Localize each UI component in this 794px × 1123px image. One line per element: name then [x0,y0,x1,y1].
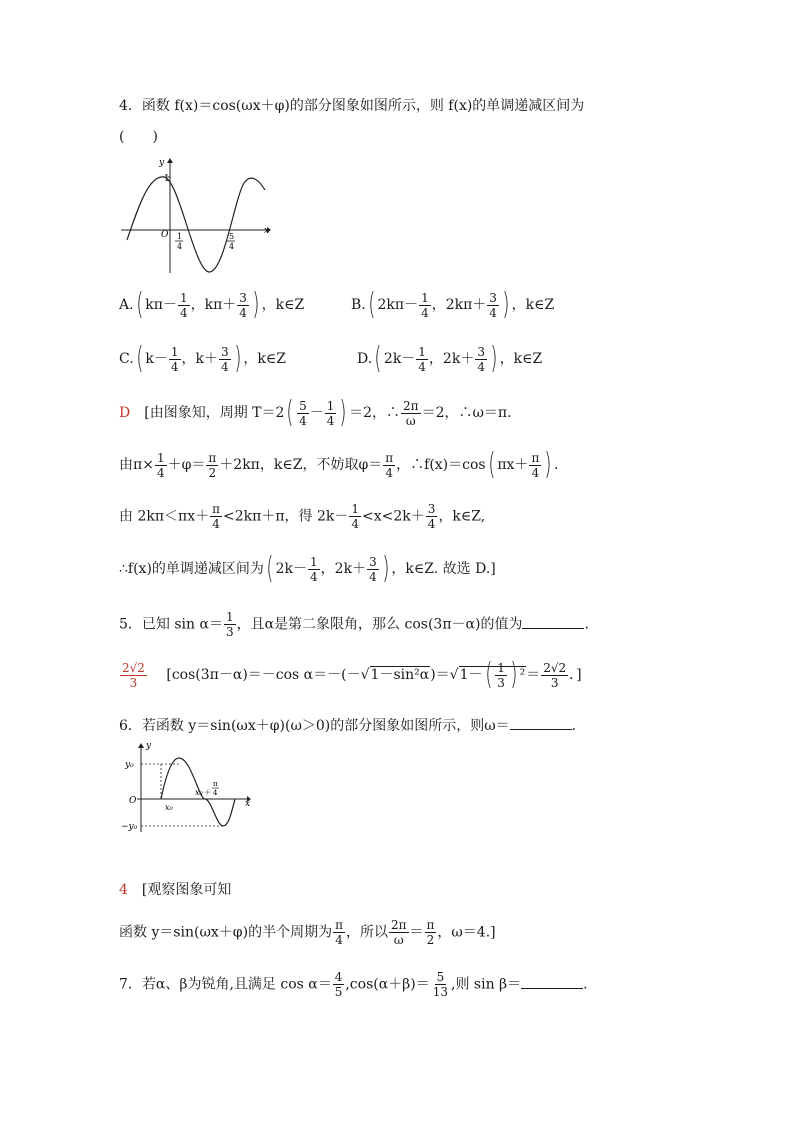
q7-stem: 7．若α、β为锐角,且满足 cos α＝ $\frac{4}{5}$ ,cos(α＋β)＝ $\frac{5}{13}$ ,则 sin β＝ . [119,970,588,999]
q6-graph-x0: x₀ [165,803,173,812]
q6-solution-line2: 函数 y＝sin(ωx＋φ)的半个周期为 $\frac{\pi}{4}$ ，所以 $\frac{2\pi}{\omega}$ ＝ $\frac{\pi}{2}$ ，ω＝4.] [119,918,496,947]
q4-solution-line3: 由 2kπ＜πx＋ $\frac{\pi}{4}$ <2kπ＋π，得 2k－ $\frac{1}{4}$ <x<2k＋ $\frac{3}{4}$ ，k∈Z, [119,502,486,531]
q5-stem: 5．已知 sin α＝ $\frac{1}{3}$ ，且α是第二象限角，那么 cos(3π－α)的值为 . [119,610,589,639]
q4-graph-y-tick: 1 [164,174,170,184]
q6-graph-pi: π [213,780,218,788]
q4-graph-x-tick2-num: 5 [229,232,235,241]
q4-graph-x-tick1-num: 1 [177,232,183,241]
q6-solution-line1: 4 [观察图象可知 [119,882,232,898]
q6-graph-x-label: x [245,799,251,809]
q6-graph-y0: y₀ [125,760,134,770]
q4-graph-x-tick2-den: 4 [229,242,235,251]
q6-answer-blank [510,715,572,730]
q4-option-d: D.( 2k－ $\frac{1}{4}$ ，2k＋ $\frac{3}{4}$ ) ，k∈Z [357,341,543,376]
q7-answer-blank [521,974,583,989]
q5-answer-blank [522,614,584,629]
q4-solution-line1: D [由图象知，周期 T＝2( $\frac{5}{4}$ － $\frac{1}{4}$ ) ＝2，∴ $\frac{2\pi}{\omega}$ ＝2，∴ω＝π. [119,395,512,430]
q4-option-c: C.( k－ $\frac{1}{4}$ ，k＋ $\frac{3}{4}$ ) ，k∈Z [119,341,286,376]
q6-stem: 6．若函数 y＝sin(ωx＋φ)(ω＞0)的部分图象如图所示，则ω＝ . [119,715,576,736]
q4-option-a: A.( kπ－ $\frac{1}{4}$ ，kπ＋ $\frac{3}{4}$ ) ，k∈Z [119,287,305,322]
q4-stem: 4．函数 f(x)＝cos(ωx＋φ)的部分图象如图所示，则 f(x)的单调递减区间为 [119,98,585,114]
q6-graph-origin: O [129,796,137,806]
q5-solution: $\frac{2√2}{3}$ [cos(3π－α)＝－cos α＝－(－√1－sin²α)＝√1－( $\frac{1}{3}$ ) ²＝ $\frac{2√2}{3}$ ．] [122,657,582,692]
q4-solution-line2: 由π× $\frac{1}{4}$ ＋φ＝ $\frac{\pi}{2}$ ＋2kπ，k∈Z，不妨取φ＝ $\frac{\pi}{4}$ ，∴f(x)＝cos( πx＋ $\frac{\pi}{4}$ ) . [119,447,559,482]
q6-sine-graph [119,740,254,835]
q5-answer-value: $\frac{2√2}{3}$ [122,660,145,690]
q4-cosine-graph [119,155,274,277]
q6-graph-x0-plus: x₀＋ [195,788,211,797]
q4-graph-y-label: y [159,158,165,168]
q4-graph-origin: O [161,230,169,240]
q4-solution-line4: ∴f(x)的单调递减区间为( 2k－ $\frac{1}{4}$ ，2k＋ $\frac{3}{4}$ ) ，k∈Z. 故选 D.] [119,551,496,586]
q4-answer-paren: ( ) [119,129,158,145]
q6-graph-four: 4 [213,789,218,797]
q6-graph-neg-y0: −y₀ [121,822,138,832]
q6-graph-y-label: y [146,741,152,751]
q4-graph-x-label: x [264,226,270,236]
q4-option-b: B.( 2kπ－ $\frac{1}{4}$ ，2kπ＋ $\frac{3}{4}$ ) ，k∈Z [351,287,555,322]
q4-graph-x-tick1-den: 4 [177,242,183,251]
